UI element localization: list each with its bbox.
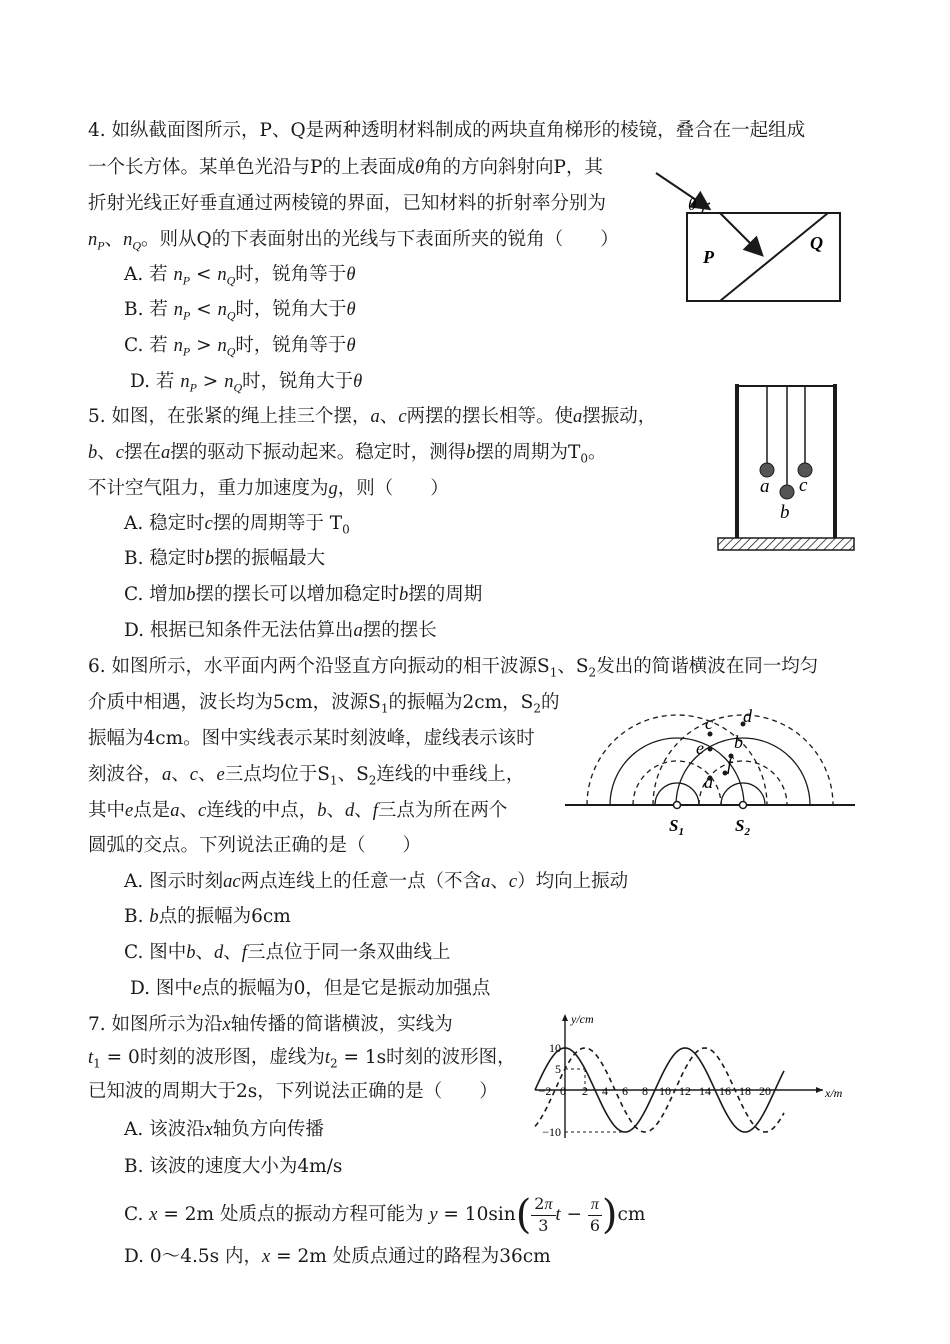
x-tick-label: 16 bbox=[719, 1084, 731, 1098]
y-axis-label: y/cm bbox=[571, 1012, 594, 1026]
pendulum-b bbox=[780, 485, 794, 499]
q4-line-3: 折射光线正好垂直通过两棱镜的界面，已知材料的折射率分别为 bbox=[88, 193, 607, 214]
x-tick-label: 4 bbox=[602, 1084, 608, 1098]
q4-line-4: $n_P$、$n_Q$。则从Q的下表面射出的光线与下表面所夹的锐角（ ） bbox=[88, 229, 619, 253]
label-b: b bbox=[780, 502, 790, 523]
pendulum-base bbox=[718, 538, 854, 550]
label-a: a bbox=[704, 772, 713, 792]
refracted-ray bbox=[720, 213, 761, 254]
q6-line-4: 刻波谷，a、c、e三点均位于$S_1$、$S_2$连线的中垂线上， bbox=[88, 764, 525, 788]
q4-prism-figure bbox=[650, 165, 850, 310]
label-s1: $S_1$ bbox=[669, 816, 684, 838]
q6-option-d[interactable]: D. 图中e点的振幅为0，但是它是振动加强点 bbox=[130, 978, 491, 999]
pendulum-a bbox=[760, 463, 774, 477]
x-tick-label: 6 bbox=[622, 1084, 628, 1098]
q4-option-a[interactable]: A. 若 $n_P < n_Q$时，锐角等于θ bbox=[124, 264, 356, 288]
q6-line-1: 6. 如图所示，水平面内两个沿竖直方向振动的相干波源$S_1$、$S_2$发出的简谐横波在同一均匀 bbox=[88, 656, 819, 680]
q6-line-2: 介质中相遇，波长均为5cm，波源$S_1$的振幅为2cm，$S_2$的 bbox=[88, 692, 560, 716]
q4-line-1: 4. 如纵截面图所示，P、Q是两种透明材料制成的两块直角梯形的棱镜，叠合在一起组成 bbox=[88, 120, 806, 141]
q4-option-c[interactable]: C. 若 $n_P > n_Q$时，锐角等于θ bbox=[124, 335, 356, 359]
label-c: c bbox=[799, 475, 808, 496]
q5-line-2: b、c摆在a摆的驱动下振动起来。稳定时，测得b摆的周期为$T_0$。 bbox=[88, 442, 607, 466]
x-axis-arrow bbox=[816, 1087, 823, 1093]
q-label: Q bbox=[810, 233, 823, 253]
q6-line-5: 其中e点是a、c连线的中点，b、d、f三点为所在两个 bbox=[88, 800, 508, 821]
q7-option-a[interactable]: A. 该波沿x轴负方向传播 bbox=[124, 1119, 324, 1140]
source-s1 bbox=[674, 802, 681, 809]
x-tick-label: 18 bbox=[739, 1084, 751, 1098]
incident-ray bbox=[656, 173, 708, 208]
label-a: a bbox=[760, 476, 770, 497]
x-tick-label: 20 bbox=[759, 1084, 771, 1098]
y-tick-label: 5 bbox=[555, 1062, 561, 1076]
q6-option-c[interactable]: C. 图中b、d、f三点位于同一条双曲线上 bbox=[124, 942, 451, 963]
label-c: c bbox=[705, 713, 713, 733]
q5-option-a[interactable]: A. 稳定时c摆的周期等于 $T_0$ bbox=[124, 513, 350, 537]
x-axis-label: x/m bbox=[825, 1086, 843, 1100]
label-e: e bbox=[696, 738, 704, 758]
q6-line-6: 圆弧的交点。下列说法正确的是（ ） bbox=[88, 835, 422, 856]
origin-label: 0 bbox=[560, 1084, 566, 1098]
theta-label: θ bbox=[688, 195, 697, 214]
x-tick-label: 12 bbox=[679, 1084, 691, 1098]
q7-line-2: $t_1 = 0$时刻的波形图，虚线为$t_2 = 1s$时刻的波形图， bbox=[88, 1047, 516, 1071]
source-s2 bbox=[740, 802, 747, 809]
q6-option-a[interactable]: A. 图示时刻ac两点连线上的任意一点（不含a、c）均向上振动 bbox=[124, 871, 629, 892]
x-tick-label: 10 bbox=[659, 1084, 671, 1098]
y-tick-label: 10 bbox=[549, 1041, 561, 1055]
label-b: b bbox=[734, 732, 743, 752]
p-label: P bbox=[703, 247, 714, 267]
q5-option-b[interactable]: B. 稳定时b摆的振幅最大 bbox=[124, 548, 326, 569]
y-tick-label: −10 bbox=[542, 1125, 561, 1139]
x-tick-label: −2 bbox=[538, 1084, 552, 1098]
q5-option-d[interactable]: D. 根据已知条件无法估算出a摆的摆长 bbox=[124, 620, 437, 641]
q4-option-b[interactable]: B. 若 $n_P < n_Q$时，锐角大于θ bbox=[124, 299, 356, 323]
q6-line-3: 振幅为4cm。图中实线表示某时刻波峰，虚线表示该时 bbox=[88, 728, 535, 749]
x-tick-label: 2 bbox=[582, 1084, 588, 1098]
q7-option-d[interactable]: D. 0～4.5s 内，x = 2m 处质点通过的路程为36cm bbox=[124, 1246, 551, 1267]
q5-line-3: 不计空气阻力，重力加速度为g，则（ ） bbox=[88, 478, 449, 499]
y-axis-arrow bbox=[562, 1014, 568, 1021]
q7-wave-chart bbox=[525, 1010, 850, 1145]
label-s2: $S_2$ bbox=[735, 816, 750, 838]
q4-option-d[interactable]: D. 若 $n_P > n_Q$时，锐角大于θ bbox=[130, 371, 363, 395]
label-f: f bbox=[727, 754, 733, 774]
q4-line-2: 一个长方体。某单色光沿与P的上表面成θ角的方向斜射向P，其 bbox=[88, 157, 603, 178]
q6-option-b[interactable]: B. b点的振幅为6cm bbox=[124, 906, 291, 927]
q7-option-c[interactable]: C. x = 2m 处质点的振动方程可能为 y = 10sin( $\frac{2\pi}{3}$ t − $\frac{\pi}{6}$ )cm bbox=[124, 1192, 646, 1238]
q5-pendulum-figure bbox=[715, 378, 860, 553]
q7-line-1: 7. 如图所示为沿x轴传播的简谐横波，实线为 bbox=[88, 1014, 453, 1035]
label-d: d bbox=[743, 706, 752, 726]
x-tick-label: 8 bbox=[642, 1084, 648, 1098]
q7-line-3: 已知波的周期大于2s，下列说法正确的是（ ） bbox=[88, 1081, 498, 1102]
q5-line-1: 5. 如图，在张紧的绳上挂三个摆，a、c两摆的摆长相等。使a摆振动， bbox=[88, 406, 657, 427]
x-tick-label: 14 bbox=[699, 1084, 711, 1098]
q6-interference-figure bbox=[565, 700, 855, 840]
q5-option-c[interactable]: C. 增加b摆的摆长可以增加稳定时b摆的周期 bbox=[124, 584, 483, 605]
q7-option-b[interactable]: B. 该波的速度大小为4m/s bbox=[124, 1156, 343, 1177]
prism-interface bbox=[720, 213, 828, 301]
